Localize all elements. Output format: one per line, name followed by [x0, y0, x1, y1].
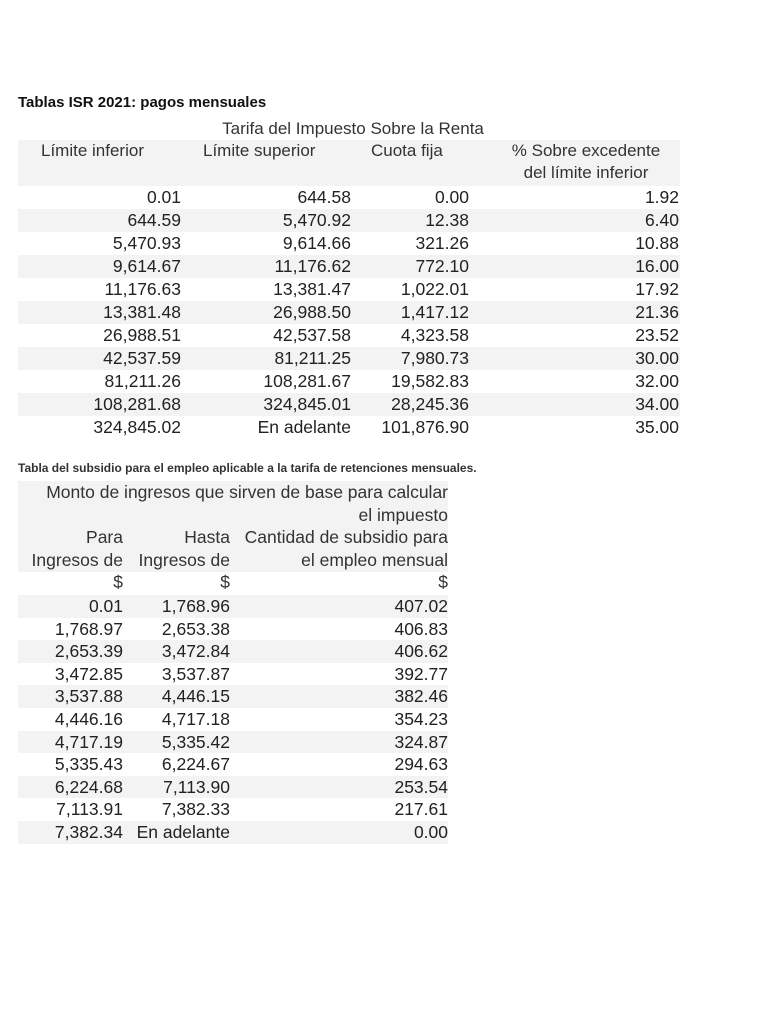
cuota-fija-cell: 321.26 — [415, 233, 469, 253]
cuota-fija-cell: 772.10 — [415, 256, 469, 276]
para-ingresos-cell: 3,472.85 — [54, 663, 123, 684]
header-porcentaje-line2: del límite inferior — [523, 163, 649, 182]
header-para-ingresos — [32, 526, 123, 571]
limite-inferior-cell: 5,470.93 — [112, 233, 181, 253]
para-ingresos-cell: 4,717.19 — [54, 731, 123, 752]
isr-table-title: Tablas ISR 2021: pagos mensuales — [18, 94, 267, 111]
isr-table-header — [18, 140, 680, 186]
porcentaje-excedente-cell: 16.00 — [635, 256, 679, 276]
table-row — [18, 416, 680, 439]
isr-table-caption: Tarifa del Impuesto Sobre la Renta — [222, 119, 484, 138]
header-porcentaje-excedente — [496, 140, 676, 184]
para-ingresos-cell: 3,537.88 — [54, 686, 123, 707]
header-monto-line2: el impuesto — [358, 504, 448, 525]
header-hasta-line1: Hasta — [184, 527, 230, 547]
limite-superior-cell: 108,281.67 — [263, 371, 351, 391]
porcentaje-excedente-cell: 6.40 — [644, 210, 679, 230]
hasta-ingresos-cell: 5,335.42 — [161, 731, 230, 752]
header-hasta-line2: Ingresos de — [138, 549, 230, 570]
table-row — [18, 595, 448, 618]
porcentaje-excedente-cell: 10.88 — [635, 233, 679, 253]
cantidad-subsidio-cell: 406.62 — [394, 641, 448, 662]
limite-inferior-cell: 0.01 — [146, 187, 181, 207]
limite-superior-cell: 9,614.66 — [282, 233, 351, 253]
subsidio-table-header — [18, 481, 448, 595]
hasta-ingresos-cell: En adelante — [136, 821, 230, 842]
header-hasta-ingresos — [139, 526, 230, 571]
limite-inferior-cell: 11,176.63 — [104, 279, 181, 299]
cuota-fija-cell: 28,245.36 — [391, 394, 469, 414]
header-cantidad-subsidio — [236, 526, 448, 571]
currency-symbol-hasta: $ — [220, 572, 230, 592]
currency-symbol-cantidad: $ — [438, 572, 448, 592]
limite-inferior-cell: 644.59 — [127, 210, 181, 230]
porcentaje-excedente-cell: 30.00 — [635, 348, 679, 368]
cantidad-subsidio-cell: 0.00 — [413, 821, 448, 842]
hasta-ingresos-cell: 7,382.33 — [161, 799, 230, 820]
header-cantidad-line2: el empleo mensual — [301, 549, 448, 570]
porcentaje-excedente-cell: 1.92 — [644, 187, 679, 207]
limite-superior-cell: 13,381.47 — [273, 279, 351, 299]
subsidio-table-body — [18, 595, 448, 844]
subsidio-table-title: Tabla del subsidio para el empleo aplicable a la tarifa de retenciones mensuales. — [18, 461, 477, 475]
table-row — [18, 821, 448, 844]
table-row — [18, 347, 680, 370]
hasta-ingresos-cell: 1,768.96 — [161, 596, 230, 616]
table-row — [18, 731, 448, 754]
limite-superior-cell: 324,845.01 — [263, 394, 351, 414]
table-row — [18, 776, 448, 799]
table-row — [18, 209, 680, 232]
header-cantidad-line1: Cantidad de subsidio para — [244, 527, 448, 547]
header-para-line1: Para — [86, 527, 123, 547]
cantidad-subsidio-cell: 354.23 — [394, 708, 448, 729]
porcentaje-excedente-cell: 21.36 — [635, 302, 679, 322]
table-row — [18, 640, 448, 663]
table-row — [18, 708, 448, 731]
header-cuota-fija: Cuota fija — [371, 141, 443, 160]
hasta-ingresos-cell: 3,537.87 — [161, 663, 230, 684]
cuota-fija-cell: 12.38 — [425, 210, 469, 230]
para-ingresos-cell: 1,768.97 — [54, 618, 123, 639]
limite-inferior-cell: 81,211.26 — [104, 371, 181, 391]
cantidad-subsidio-cell: 217.61 — [394, 799, 448, 820]
porcentaje-excedente-cell: 17.92 — [635, 279, 679, 299]
table-row — [18, 186, 680, 209]
header-limite-inferior: Límite inferior — [41, 141, 144, 160]
limite-inferior-cell: 13,381.48 — [103, 302, 181, 322]
header-porcentaje-line1: % Sobre excedente — [511, 141, 661, 160]
table-row — [18, 685, 448, 708]
header-limite-superior: Límite superior — [203, 141, 316, 160]
limite-superior-cell: 5,470.92 — [282, 210, 351, 230]
table-row — [18, 301, 680, 324]
para-ingresos-cell: 6,224.68 — [54, 776, 123, 797]
para-ingresos-cell: 2,653.39 — [54, 641, 123, 662]
currency-symbol-para: $ — [113, 572, 123, 592]
para-ingresos-cell: 0.01 — [88, 596, 123, 616]
cantidad-subsidio-cell: 324.87 — [394, 731, 448, 752]
limite-superior-cell: 26,988.50 — [273, 302, 351, 322]
limite-inferior-cell: 42,537.59 — [103, 348, 181, 368]
porcentaje-excedente-cell: 34.00 — [635, 394, 679, 414]
table-row — [18, 278, 680, 301]
hasta-ingresos-cell: 6,224.67 — [161, 754, 230, 775]
limite-inferior-cell: 26,988.51 — [103, 325, 181, 345]
cuota-fija-cell: 4,323.58 — [400, 325, 469, 345]
limite-superior-cell: 644.58 — [297, 187, 351, 207]
table-row — [18, 798, 448, 821]
table-row — [18, 663, 448, 686]
hasta-ingresos-cell: 7,113.90 — [163, 776, 230, 797]
limite-inferior-cell: 9,614.67 — [112, 256, 181, 276]
table-row — [18, 232, 680, 255]
limite-inferior-cell: 324,845.02 — [93, 417, 181, 437]
limite-inferior-cell: 108,281.68 — [93, 394, 181, 414]
porcentaje-excedente-cell: 23.52 — [635, 325, 679, 345]
cuota-fija-cell: 1,022.01 — [400, 279, 469, 299]
cantidad-subsidio-cell: 406.83 — [394, 618, 448, 639]
hasta-ingresos-cell: 2,653.38 — [161, 618, 230, 639]
limite-superior-cell: 81,211.25 — [274, 348, 351, 368]
cuota-fija-cell: 101,876.90 — [381, 417, 469, 437]
cuota-fija-cell: 7,980.73 — [400, 348, 469, 368]
subsidio-table — [18, 481, 448, 844]
para-ingresos-cell: 7,382.34 — [54, 821, 123, 842]
table-row — [18, 255, 680, 278]
table-row — [18, 753, 448, 776]
cantidad-subsidio-cell: 382.46 — [394, 686, 448, 707]
table-row — [18, 618, 448, 641]
para-ingresos-cell: 4,446.16 — [54, 708, 123, 729]
porcentaje-excedente-cell: 35.00 — [635, 417, 679, 437]
hasta-ingresos-cell: 4,446.15 — [161, 686, 230, 707]
para-ingresos-cell: 7,113.91 — [56, 799, 123, 820]
table-row — [18, 393, 680, 416]
header-monto-ingresos — [18, 481, 448, 526]
cuota-fija-cell: 0.00 — [434, 187, 469, 207]
table-row — [18, 324, 680, 347]
limite-superior-cell: En adelante — [257, 417, 351, 437]
header-monto-line1: Monto de ingresos que sirven de base para calcular — [46, 482, 448, 502]
para-ingresos-cell: 5,335.43 — [54, 754, 123, 775]
table-row — [18, 370, 680, 393]
porcentaje-excedente-cell: 32.00 — [635, 371, 679, 391]
cuota-fija-cell: 1,417.12 — [400, 302, 469, 322]
hasta-ingresos-cell: 3,472.84 — [161, 641, 230, 662]
isr-table-body — [18, 186, 680, 439]
cantidad-subsidio-cell: 407.02 — [394, 596, 448, 616]
limite-superior-cell: 42,537.58 — [273, 325, 351, 345]
header-para-line2: Ingresos de — [31, 549, 123, 570]
cantidad-subsidio-cell: 253.54 — [394, 776, 448, 797]
cuota-fija-cell: 19,582.83 — [391, 371, 469, 391]
cantidad-subsidio-cell: 294.63 — [394, 754, 448, 775]
cantidad-subsidio-cell: 392.77 — [394, 663, 448, 684]
limite-superior-cell: 11,176.62 — [274, 256, 351, 276]
hasta-ingresos-cell: 4,717.18 — [161, 708, 230, 729]
